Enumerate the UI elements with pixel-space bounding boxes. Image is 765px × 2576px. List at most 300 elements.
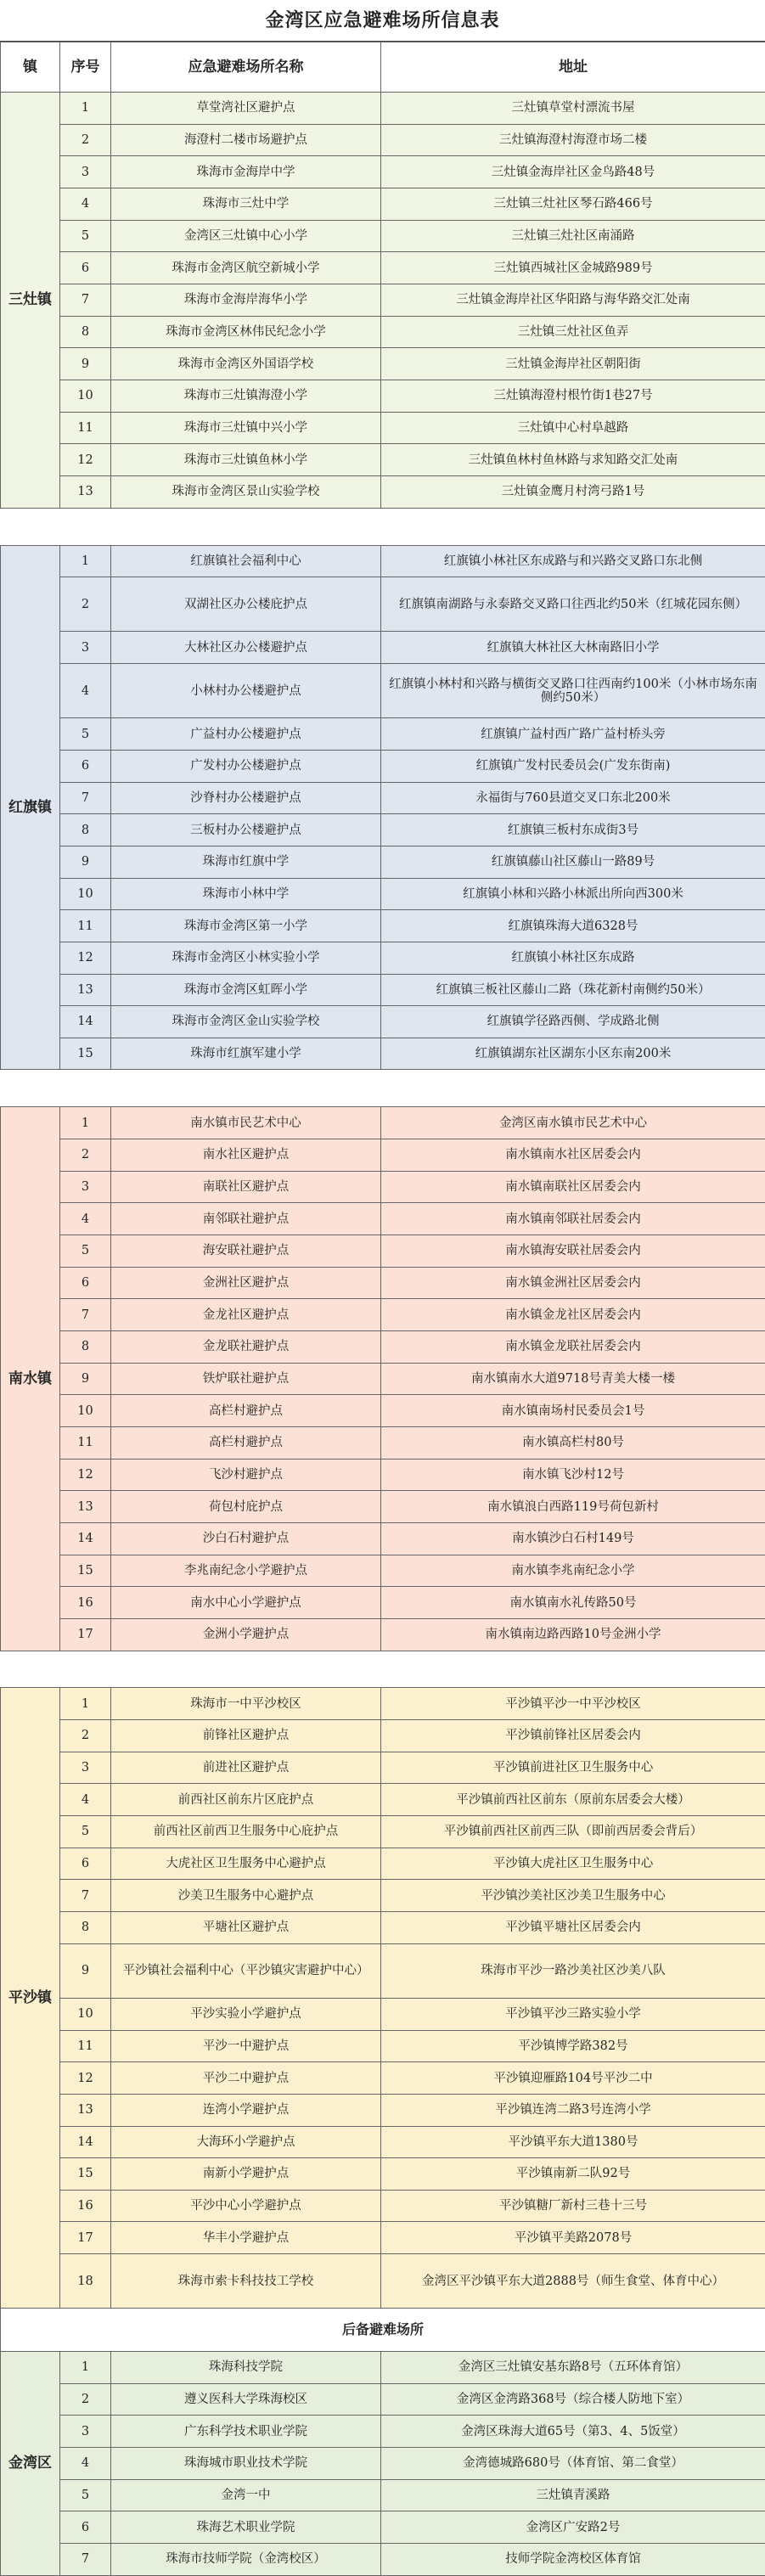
shelter-name: 珠海市红旗军建小学	[111, 1038, 381, 1070]
town-cell: 南水镇	[1, 1107, 60, 1651]
shelter-name: 珠海市金湾区小林实验小学	[111, 942, 381, 974]
row-index: 15	[60, 1038, 111, 1070]
row-index: 8	[60, 814, 111, 846]
shelter-name: 金龙社区避护点	[111, 1299, 381, 1331]
shelter-address: 三灶镇金海岸社区华阳路与海华路交汇处南	[381, 284, 765, 317]
shelter-address: 三灶镇青溪路	[381, 2479, 765, 2511]
section-gap-cell	[1, 1651, 765, 1688]
shelter-tables	[0, 42, 765, 2576]
shelter-address: 平沙镇平东大道1380号	[381, 2126, 765, 2158]
shelter-address: 平沙镇前西社区前东（原前东居委会大楼）	[381, 1784, 765, 1816]
shelter-name: 连湾小学避护点	[111, 2094, 381, 2126]
table-row	[1, 1395, 765, 1427]
shelter-name: 珠海市金海岸中学	[111, 156, 381, 188]
shelter-name: 珠海市金湾区第一小学	[111, 910, 381, 942]
shelter-name: 南水中心小学避护点	[111, 1587, 381, 1619]
table-row	[1, 1426, 765, 1459]
shelter-name: 高栏村避护点	[111, 1426, 381, 1459]
shelter-name: 珠海市金湾区景山实验学校	[111, 476, 381, 509]
table-row	[1, 1491, 765, 1523]
row-index: 8	[60, 316, 111, 348]
table-row	[1, 1720, 765, 1752]
row-index: 9	[60, 1943, 111, 1998]
header-index: 序号	[60, 42, 111, 93]
row-index: 9	[60, 1363, 111, 1395]
shelter-address: 平沙镇糖厂新村三巷十三号	[381, 2190, 765, 2222]
table-row	[1, 1038, 765, 1070]
table-row	[1, 188, 765, 221]
table-row	[1, 1752, 765, 1784]
row-index: 15	[60, 2158, 111, 2191]
shelter-address: 永福街与760县道交叉口东北200米	[381, 782, 765, 814]
table-row	[1, 284, 765, 317]
table-row	[1, 93, 765, 125]
shelter-address: 平沙镇沙美社区沙美卫生服务中心	[381, 1880, 765, 1912]
row-index: 4	[60, 188, 111, 221]
shelter-address: 红旗镇广发村民委员会(广发东街南)	[381, 750, 765, 782]
shelter-name: 珠海市金湾区金山实验学校	[111, 1006, 381, 1038]
shelter-name: 珠海市金湾区外国语学校	[111, 348, 381, 380]
shelter-address: 红旗镇大林社区大林南路旧小学	[381, 632, 765, 664]
table-row	[1, 1235, 765, 1268]
table-row	[1, 577, 765, 632]
table-row	[1, 380, 765, 413]
row-index: 12	[60, 942, 111, 974]
table-row	[1, 156, 765, 188]
table-row	[1, 718, 765, 751]
row-index: 1	[60, 1107, 111, 1139]
shelter-address: 平沙镇平塘社区居委会内	[381, 1912, 765, 1944]
shelter-address: 三灶镇草堂村漂流书屋	[381, 93, 765, 125]
shelter-name: 三板村办公楼避护点	[111, 814, 381, 846]
table-row	[1, 1784, 765, 1816]
section-gap	[1, 508, 765, 545]
table-row	[1, 1555, 765, 1587]
row-index: 13	[60, 974, 111, 1006]
row-index: 2	[60, 124, 111, 156]
table-row	[1, 2030, 765, 2062]
shelter-name: 平塘社区避护点	[111, 1912, 381, 1944]
row-index: 17	[60, 1618, 111, 1651]
table-row	[1, 878, 765, 910]
table-row	[1, 316, 765, 348]
shelter-name: 铁炉联社避护点	[111, 1363, 381, 1395]
row-index: 6	[60, 1267, 111, 1299]
table-row	[1, 2190, 765, 2222]
table-row	[1, 1998, 765, 2030]
shelter-address: 三灶镇海澄村根竹街1巷27号	[381, 380, 765, 413]
row-index: 8	[60, 1912, 111, 1944]
shelter-name: 珠海科技学院	[111, 2351, 381, 2383]
row-index: 12	[60, 444, 111, 476]
shelter-address: 南水镇金洲社区居委会内	[381, 1267, 765, 1299]
row-index: 4	[60, 1784, 111, 1816]
shelter-address: 金湾区珠海大道65号（第3、4、5饭堂）	[381, 2416, 765, 2448]
shelter-name: 红旗镇社会福利中心	[111, 545, 381, 577]
shelter-name: 沙脊村办公楼避护点	[111, 782, 381, 814]
shelter-name: 珠海市索卡科技技工学校	[111, 2254, 381, 2309]
table-row	[1, 814, 765, 846]
row-index: 4	[60, 1203, 111, 1235]
row-index: 2	[60, 2383, 111, 2416]
row-index: 10	[60, 380, 111, 413]
shelter-name: 珠海市小林中学	[111, 878, 381, 910]
shelter-address: 红旗镇小林社区东成路	[381, 942, 765, 974]
shelter-address: 南水镇南邻联社居委会内	[381, 1203, 765, 1235]
row-index: 7	[60, 1880, 111, 1912]
shelter-name: 平沙二中避护点	[111, 2062, 381, 2095]
row-index: 11	[60, 1426, 111, 1459]
shelter-address: 金湾区平沙镇平东大道2888号（师生食堂、体育中心）	[381, 2254, 765, 2309]
town-cell: 红旗镇	[1, 545, 60, 1070]
row-index: 13	[60, 476, 111, 509]
shelter-name: 珠海市金湾区林伟民纪念小学	[111, 316, 381, 348]
shelter-address: 南水镇金龙联社居委会内	[381, 1330, 765, 1363]
table-row	[1, 2447, 765, 2479]
shelter-name: 广益村办公楼避护点	[111, 718, 381, 751]
shelter-address: 平沙镇前进社区卫生服务中心	[381, 1752, 765, 1784]
shelter-name: 荷包村庇护点	[111, 1491, 381, 1523]
table-row	[1, 632, 765, 664]
table-row	[1, 348, 765, 380]
row-index: 11	[60, 2030, 111, 2062]
shelter-address: 南水镇南联社区居委会内	[381, 1171, 765, 1203]
table-row	[1, 1107, 765, 1139]
shelter-address: 南水镇南水社区居委会内	[381, 1139, 765, 1172]
shelter-address: 三灶镇西城社区金城路989号	[381, 252, 765, 284]
shelter-address: 南水镇浪白西路119号荷包新村	[381, 1491, 765, 1523]
table-row	[1, 545, 765, 577]
shelter-address: 南水镇南场村民委员会1号	[381, 1395, 765, 1427]
shelter-name: 珠海市金湾区航空新城小学	[111, 252, 381, 284]
table-row	[1, 1880, 765, 1912]
shelter-name: 珠海市红旗中学	[111, 846, 381, 878]
row-index: 6	[60, 2511, 111, 2544]
shelter-address: 平沙镇平沙一中平沙校区	[381, 1688, 765, 1720]
row-index: 7	[60, 782, 111, 814]
row-index: 3	[60, 156, 111, 188]
header-address: 地址	[381, 42, 765, 93]
shelter-address: 南水镇飞沙村12号	[381, 1459, 765, 1491]
table-row	[1, 1912, 765, 1944]
shelter-name: 珠海市金海岸海华小学	[111, 284, 381, 317]
shelter-address: 红旗镇珠海大道6328号	[381, 910, 765, 942]
header-name: 应急避难场所名称	[111, 42, 381, 93]
row-index: 11	[60, 910, 111, 942]
row-index: 5	[60, 220, 111, 252]
shelter-name: 珠海艺术职业学院	[111, 2511, 381, 2544]
row-index: 2	[60, 577, 111, 632]
shelter-address: 红旗镇广益村西广路广益村桥头旁	[381, 718, 765, 751]
row-index: 6	[60, 750, 111, 782]
table-row	[1, 846, 765, 878]
table-row	[1, 1267, 765, 1299]
shelter-address: 平沙镇博学路382号	[381, 2030, 765, 2062]
page-title: 金湾区应急避难场所信息表	[0, 0, 765, 42]
shelter-name: 前西社区前西卫生服务中心庇护点	[111, 1816, 381, 1848]
shelter-name: 珠海市金湾区虹晖小学	[111, 974, 381, 1006]
row-index: 5	[60, 1235, 111, 1268]
row-index: 1	[60, 1688, 111, 1720]
row-index: 6	[60, 252, 111, 284]
row-index: 7	[60, 2543, 111, 2575]
row-index: 14	[60, 2126, 111, 2158]
table-row	[1, 2062, 765, 2095]
shelter-name: 珠海市三灶镇鱼林小学	[111, 444, 381, 476]
row-index: 9	[60, 348, 111, 380]
shelter-address: 南水镇南水礼传路50号	[381, 1587, 765, 1619]
shelter-address: 南水镇李兆南纪念小学	[381, 1555, 765, 1587]
shelter-name: 珠海城市职业技术学院	[111, 2447, 381, 2479]
row-index: 5	[60, 718, 111, 751]
shelter-address: 红旗镇湖东社区湖东小区东南200米	[381, 1038, 765, 1070]
shelter-address: 红旗镇小林和兴路小林派出所向西300米	[381, 878, 765, 910]
table-row	[1, 942, 765, 974]
shelter-name: 华丰小学避护点	[111, 2222, 381, 2254]
shelter-name: 遵义医科大学珠海校区	[111, 2383, 381, 2416]
table-row	[1, 2222, 765, 2254]
shelter-address: 红旗镇学径路西侧、学成路北侧	[381, 1006, 765, 1038]
shelter-address: 三灶镇金海岸社区金鸟路48号	[381, 156, 765, 188]
row-index: 12	[60, 1459, 111, 1491]
shelter-address: 南水镇金龙社区居委会内	[381, 1299, 765, 1331]
row-index: 10	[60, 1998, 111, 2030]
table-row	[1, 1688, 765, 1720]
table-row	[1, 1363, 765, 1395]
shelter-name: 珠海市三灶中学	[111, 188, 381, 221]
shelter-name: 前锋社区避护点	[111, 1720, 381, 1752]
shelter-address: 三灶镇三灶社区鱼弄	[381, 316, 765, 348]
shelter-address: 平沙镇迎雁路104号平沙二中	[381, 2062, 765, 2095]
row-index: 9	[60, 846, 111, 878]
shelter-address: 三灶镇海澄村海澄市场二楼	[381, 124, 765, 156]
table-header-row	[1, 42, 765, 93]
row-index: 1	[60, 545, 111, 577]
row-index: 2	[60, 1139, 111, 1172]
row-index: 10	[60, 1395, 111, 1427]
table-row	[1, 2126, 765, 2158]
shelter-address: 三灶镇中心村阜越路	[381, 412, 765, 444]
shelter-address: 红旗镇南湖路与永泰路交叉路口往西北约50米（红城花园东侧）	[381, 577, 765, 632]
shelter-address: 三灶镇三灶社区琴石路466号	[381, 188, 765, 221]
row-index: 10	[60, 878, 111, 910]
shelter-address: 金湾区南水镇市民艺术中心	[381, 1107, 765, 1139]
header-town: 镇	[1, 42, 60, 93]
shelter-name: 金洲小学避护点	[111, 1618, 381, 1651]
shelter-address: 平沙镇前锋社区居委会内	[381, 1720, 765, 1752]
row-index: 7	[60, 284, 111, 317]
table-row	[1, 444, 765, 476]
shelter-name: 大林社区办公楼避护点	[111, 632, 381, 664]
shelter-name: 沙美卫生服务中心避护点	[111, 1880, 381, 1912]
table-row	[1, 1943, 765, 1998]
section-gap-cell	[1, 1070, 765, 1107]
table-row	[1, 974, 765, 1006]
row-index: 4	[60, 664, 111, 718]
shelter-name: 小林村办公楼避护点	[111, 664, 381, 718]
row-index: 17	[60, 2222, 111, 2254]
shelter-name: 大虎社区卫生服务中心避护点	[111, 1848, 381, 1880]
shelter-address: 红旗镇三板社区藤山二路（珠花新村南侧约50米）	[381, 974, 765, 1006]
row-index: 5	[60, 2479, 111, 2511]
row-index: 4	[60, 2447, 111, 2479]
row-index: 16	[60, 2190, 111, 2222]
row-index: 7	[60, 1299, 111, 1331]
table-row	[1, 910, 765, 942]
row-index: 16	[60, 1587, 111, 1619]
shelter-name: 金湾区三灶镇中心小学	[111, 220, 381, 252]
town-cell: 三灶镇	[1, 93, 60, 509]
row-index: 6	[60, 1848, 111, 1880]
table-row	[1, 1587, 765, 1619]
row-index: 3	[60, 1171, 111, 1203]
row-index: 15	[60, 1555, 111, 1587]
shelter-address: 南水镇沙白石村149号	[381, 1522, 765, 1555]
shelter-address: 三灶镇金海岸社区朝阳街	[381, 348, 765, 380]
table-row	[1, 2094, 765, 2126]
shelter-name: 平沙一中避护点	[111, 2030, 381, 2062]
town-cell: 平沙镇	[1, 1688, 60, 2309]
row-index: 13	[60, 1491, 111, 1523]
table-row	[1, 2511, 765, 2544]
shelter-name: 前西社区前东片区庇护点	[111, 1784, 381, 1816]
table-row	[1, 412, 765, 444]
shelter-name: 金洲社区避护点	[111, 1267, 381, 1299]
shelter-address: 三灶镇三灶社区南涌路	[381, 220, 765, 252]
shelter-address: 三灶镇鱼林村鱼林路与求知路交汇处南	[381, 444, 765, 476]
shelter-name: 海澄村二楼市场避护点	[111, 124, 381, 156]
table-row	[1, 750, 765, 782]
row-index: 1	[60, 93, 111, 125]
table-row	[1, 2383, 765, 2416]
table-row	[1, 2543, 765, 2575]
shelter-address: 南水镇南边路西路10号金洲小学	[381, 1618, 765, 1651]
shelter-name: 李兆南纪念小学避护点	[111, 1555, 381, 1587]
shelter-table	[0, 42, 765, 2576]
table-row	[1, 1330, 765, 1363]
shelter-name: 南水镇市民艺术中心	[111, 1107, 381, 1139]
table-row	[1, 1816, 765, 1848]
table-row	[1, 1459, 765, 1491]
table-row	[1, 1848, 765, 1880]
shelter-name: 平沙实验小学避护点	[111, 1998, 381, 2030]
table-row	[1, 782, 765, 814]
row-index: 14	[60, 1522, 111, 1555]
reserve-heading: 后备避难场所	[1, 2309, 765, 2352]
shelter-name: 珠海市三灶镇中兴小学	[111, 412, 381, 444]
shelter-name: 平沙中心小学避护点	[111, 2190, 381, 2222]
shelter-name: 双湖社区办公楼庇护点	[111, 577, 381, 632]
table-row	[1, 220, 765, 252]
shelter-address: 平沙镇连湾二路3号连湾小学	[381, 2094, 765, 2126]
table-row	[1, 664, 765, 718]
table-row	[1, 2416, 765, 2448]
table-row	[1, 1299, 765, 1331]
shelter-name: 广东科学技术职业学院	[111, 2416, 381, 2448]
shelter-address: 平沙镇大虎社区卫生服务中心	[381, 1848, 765, 1880]
shelter-name: 平沙镇社会福利中心（平沙镇灾害避护中心）	[111, 1943, 381, 1998]
shelter-address: 金湾区广安路2号	[381, 2511, 765, 2544]
table-row	[1, 252, 765, 284]
town-cell: 金湾区	[1, 2351, 60, 2575]
shelter-address: 红旗镇三板村东成街3号	[381, 814, 765, 846]
shelter-name: 珠海市一中平沙校区	[111, 1688, 381, 1720]
shelter-address: 三灶镇金鹰月村湾弓路1号	[381, 476, 765, 509]
shelter-name: 大海环小学避护点	[111, 2126, 381, 2158]
table-row	[1, 2158, 765, 2191]
shelter-name: 沙白石村避护点	[111, 1522, 381, 1555]
row-index: 3	[60, 1752, 111, 1784]
row-index: 3	[60, 632, 111, 664]
shelter-name: 南水社区避护点	[111, 1139, 381, 1172]
shelter-name: 草堂湾社区避护点	[111, 93, 381, 125]
row-index: 12	[60, 2062, 111, 2095]
shelter-address: 金湾德城路680号（体育馆、第二食堂）	[381, 2447, 765, 2479]
shelter-name: 高栏村避护点	[111, 1395, 381, 1427]
shelter-address: 平沙镇前西社区前西三队（即前西居委会背后）	[381, 1816, 765, 1848]
shelter-address: 红旗镇小林村和兴路与横街交叉路口往西南约100米（小林市场东南侧约50米）	[381, 664, 765, 718]
table-row	[1, 1006, 765, 1038]
shelter-address: 南水镇高栏村80号	[381, 1426, 765, 1459]
section-gap	[1, 1070, 765, 1107]
table-row	[1, 2351, 765, 2383]
shelter-name: 金湾一中	[111, 2479, 381, 2511]
shelter-address: 南水镇南水大道9718号青美大楼一楼	[381, 1363, 765, 1395]
table-row	[1, 1522, 765, 1555]
shelter-name: 金龙联社避护点	[111, 1330, 381, 1363]
shelter-address: 金湾区三灶镇安基东路8号（五环体育馆）	[381, 2351, 765, 2383]
row-index: 11	[60, 412, 111, 444]
row-index: 2	[60, 1720, 111, 1752]
row-index: 8	[60, 1330, 111, 1363]
shelter-address: 红旗镇小林社区东成路与和兴路交叉路口东北侧	[381, 545, 765, 577]
table-row	[1, 1171, 765, 1203]
shelter-name: 前进社区避护点	[111, 1752, 381, 1784]
shelter-name: 飞沙村避护点	[111, 1459, 381, 1491]
shelter-address: 技师学院金湾校区体育馆	[381, 2543, 765, 2575]
row-index: 1	[60, 2351, 111, 2383]
shelter-name: 南新小学避护点	[111, 2158, 381, 2191]
shelter-name: 广发村办公楼避护点	[111, 750, 381, 782]
section-gap	[1, 1651, 765, 1688]
table-row	[1, 1618, 765, 1651]
shelter-name: 南联社区避护点	[111, 1171, 381, 1203]
shelter-name: 珠海市技师学院（金湾校区）	[111, 2543, 381, 2575]
table-row	[1, 1203, 765, 1235]
reserve-heading-row	[1, 2309, 765, 2352]
shelter-address: 南水镇海安联社居委会内	[381, 1235, 765, 1268]
table-row	[1, 2479, 765, 2511]
row-index: 5	[60, 1816, 111, 1848]
row-index: 13	[60, 2094, 111, 2126]
shelter-name: 珠海市三灶镇海澄小学	[111, 380, 381, 413]
row-index: 14	[60, 1006, 111, 1038]
table-row	[1, 2254, 765, 2309]
shelter-address: 红旗镇藤山社区藤山一路89号	[381, 846, 765, 878]
shelter-address: 平沙镇平美路2078号	[381, 2222, 765, 2254]
shelter-address: 平沙镇南新二队92号	[381, 2158, 765, 2191]
shelter-name: 南邻联社避护点	[111, 1203, 381, 1235]
shelter-address: 珠海市平沙一路沙美社区沙美八队	[381, 1943, 765, 1998]
table-row	[1, 1139, 765, 1172]
row-index: 18	[60, 2254, 111, 2309]
shelter-address: 平沙镇平沙三路实验小学	[381, 1998, 765, 2030]
table-row	[1, 124, 765, 156]
shelter-address: 金湾区金湾路368号（综合楼人防地下室）	[381, 2383, 765, 2416]
shelter-name: 海安联社避护点	[111, 1235, 381, 1268]
table-row	[1, 476, 765, 509]
row-index: 3	[60, 2416, 111, 2448]
